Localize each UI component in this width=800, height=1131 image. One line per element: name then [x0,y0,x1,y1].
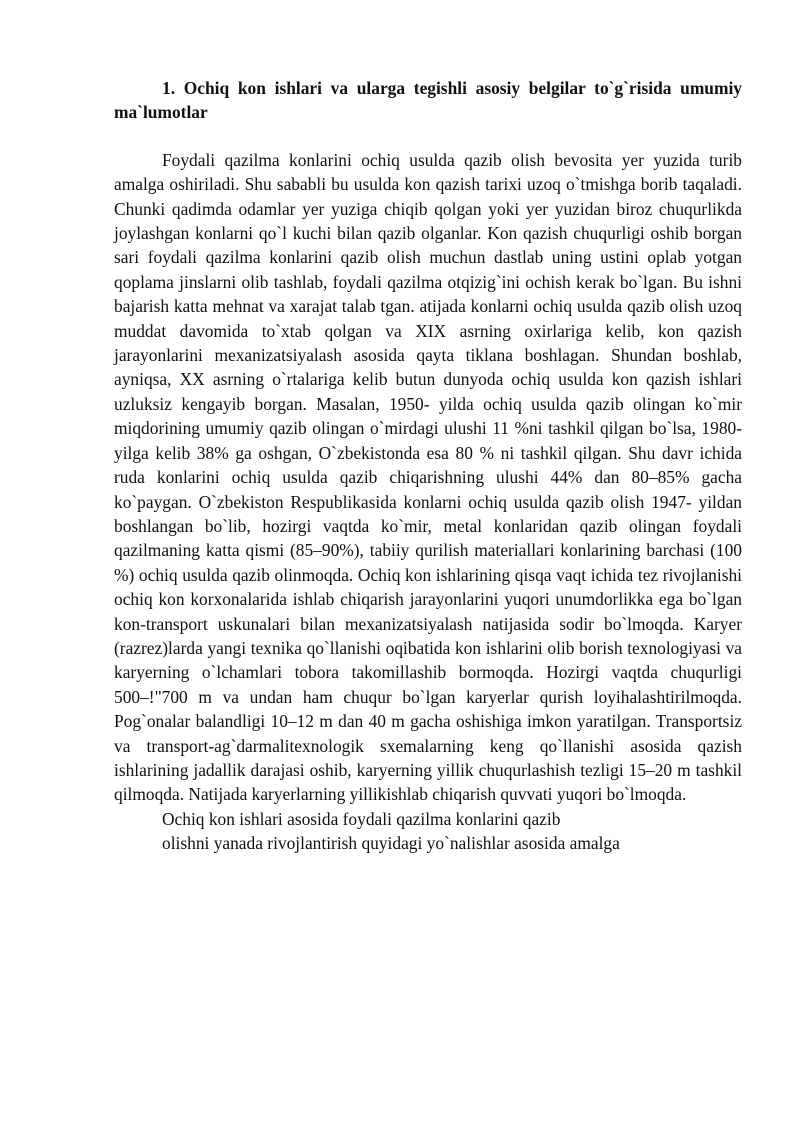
body-paragraph: Foydali qazilma konlarini ochiq usulda qazib olish bevosita yer yuzida turib amalga oshiriladi. Shu sababli bu usulda kon qazish tarixi uzoq o`tmishga borib taqaladi. Chunki qadimda odamlar yer yuziga chiqib qolgan yoki yer yuzidan biroz chuqurlikda joylashgan konlarni qo`l kuchi bilan qazib olganlar. Kon qazish chuqurligi oshib borgan sari foydali qazilma konlarini qazib olish muchun dastlab uning ustini oplab yotgan qoplama jinslarni olib tashlab, foydali qazilma otqizig`ini ochish kerak bo`lgan. Bu ishni bajarish katta mehnat va xarajat talab tgan. atijada konlarni ochiq usulda qazib olish uzoq muddat davomida to`xtab qolgan va XIX asrning oxirlariga kelib, kon qazish jarayonlarini mexanizatsiyalash asosida qayta tiklana boshlagan. Shundan boshlab, ayniqsa, XX asrning o`rtalariga kelib butun dunyoda ochiq usulda kon qazish ishlari uzluksiz kengayib borgan. Masalan, 1950- yilda ochiq usulda qazib olingan ko`mir miqdorining umumiy qazib olingan o`mirdagi ulushi 11 %ni tashkil qilgan bo`lsa, 1980- yilga kelib 38% ga oshgan, O`zbekistonda esa 80 % ni tashkil qilgan. Shu davr ichida ruda konlarini ochiq usulda qazib chiqarishning ulushi 44% dan 80–85% gacha ko`paygan. O`zbekiston Respublikasida konlarni ochiq usulda qazib olish 1947- yildan boshlangan bo`lib, hozirgi vaqtda ko`mir, metal konlaridan qazib olingan foydali qazilmaning katta qismi (85–90%), tabiiy qurilish materiallari konlarining barchasi (100 %) ochiq usulda qazib olinmoqda. Ochiq kon ishlarining qisqa vaqt ichida tez rivojlanishi ochiq kon korxonalarida ishlab chiqarish jarayonlarini yuqori unumdorlikka ega bo`lgan kon-transport uskunalari bilan mexanizatsiyalash natijasida sodir bo`lmoqda. Karyer (razrez)larda yangi texnika qo`llanishi oqibatida kon ishlarini olib borish texnologiyasi va karyerning o`lchamlari tobora takomillashib bormoqda. Hozirgi vaqtda chuqurligi 500–!"700 m va undan ham chuqur bo`lgan karyerlar qurish loyihalashtirilmoqda. Pog`onalar balandligi 10–12 m dan 40 m gacha oshishiga imkon yaratilgan. Transportsiz va transport-ag`darmalitexnologik sxemalarning keng qo`llanishi asosida qazish ishlarining jadallik darajasi oshib, karyerning yillik chuqurlashish tezligi 15–20 m tashkil qilmoqda. Natijada karyerlarning yillikishlab chiqarish quvvati yuqori bo`lmoqda. [114,149,742,805]
paragraph-line: olishni yanada rivojlantirish quyidagi yo`nalishlar asosida amalga [162,833,620,854]
paragraph-line: Ochiq kon ishlari asosida foydali qazilma konlarini qazib [162,808,561,829]
document-page [114,76,742,856]
body-paragraph-continuation [162,807,742,856]
section-heading: 1. Ochiq kon ishlari va ularga tegishli asosiy belgilar to`g`risida umumiy ma`lumotlar [114,78,742,123]
